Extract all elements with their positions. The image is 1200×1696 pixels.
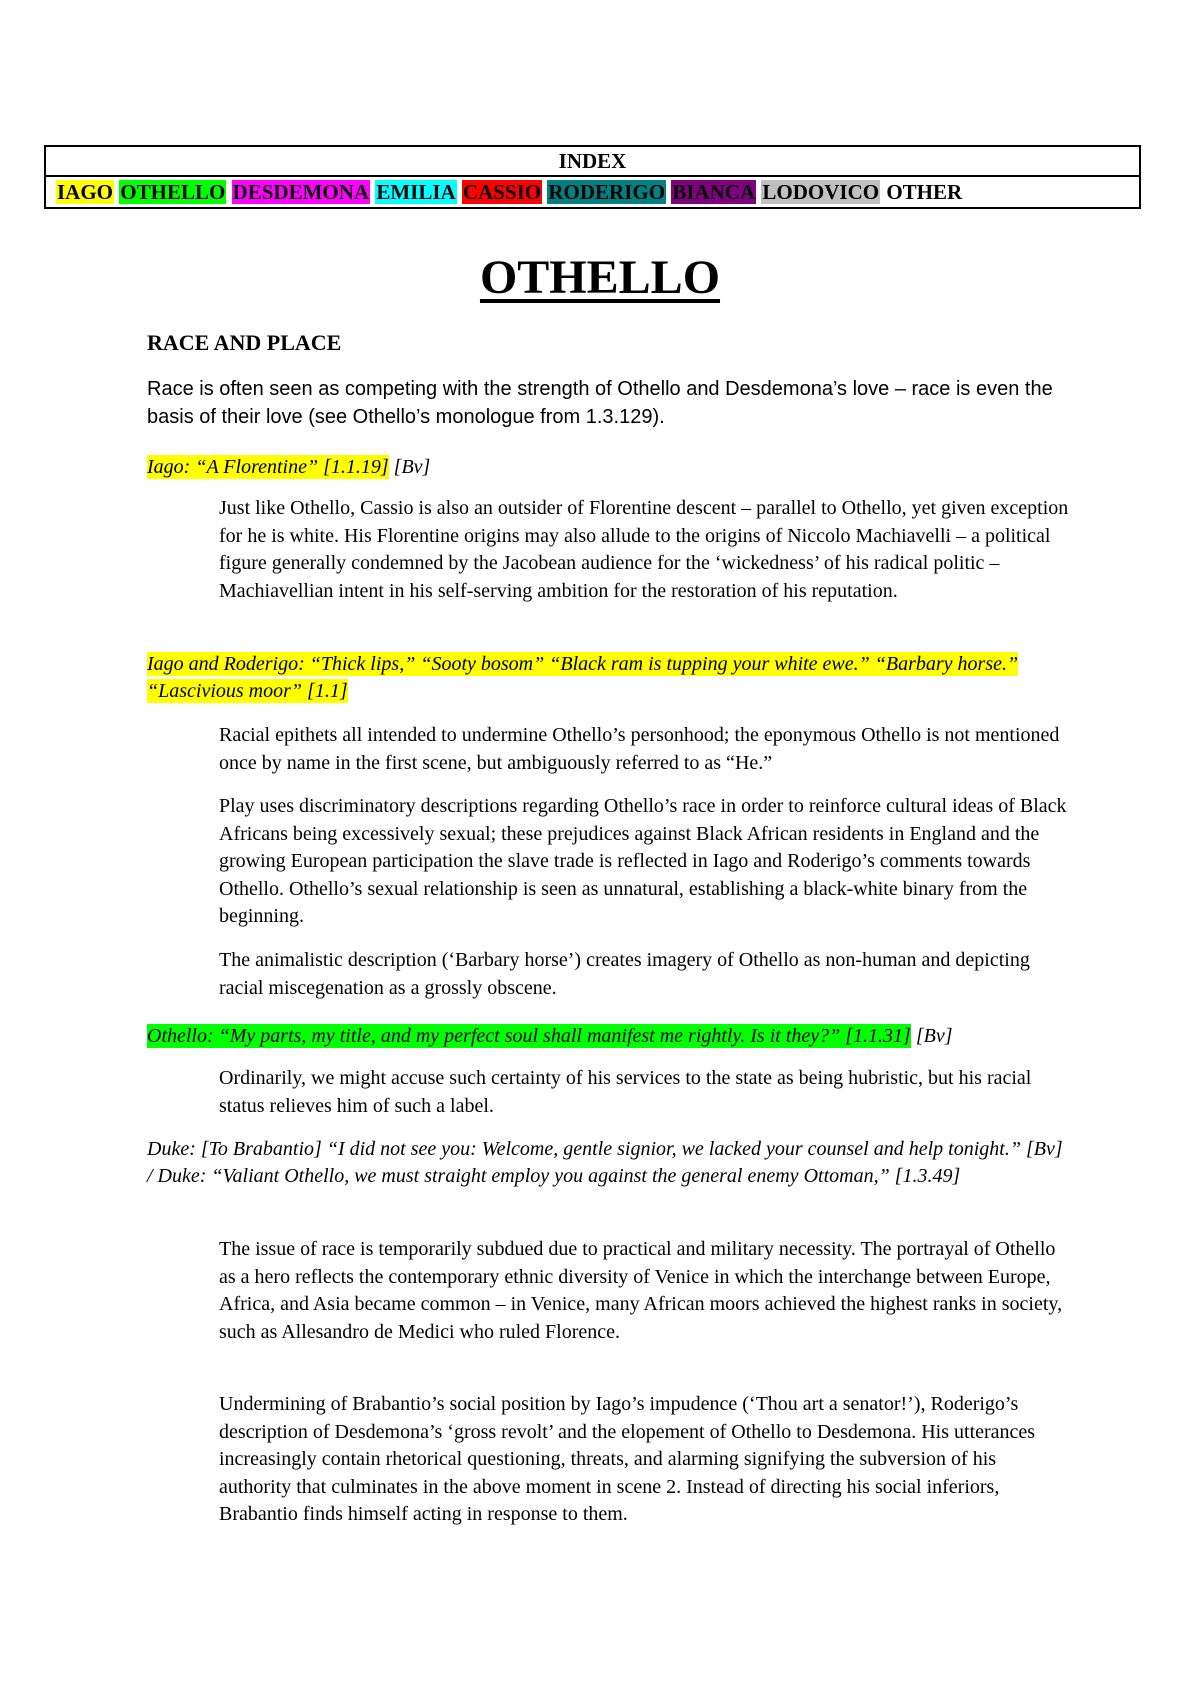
intro-paragraph: Race is often seen as competing with the strength of Othello and Desdemona’s love – race is even the basis of their love (see Othello’s monologue from 1.3.129). — [147, 378, 1053, 428]
quote-highlight: Iago and Roderigo: “Thick lips,” “Sooty bosom” “Black ram is tupping your white ewe.” “Barbary horse.” “Lascivious moor” [1.1] — [147, 653, 1019, 702]
index-chip-desdemona[interactable]: DESDEMONA — [232, 180, 370, 204]
index-table — [44, 145, 1141, 209]
quote-ref: [Bv] — [388, 456, 431, 478]
quote-highlight: Othello: “My parts, my title, and my perfect soul shall manifest me rightly. Is it they?” [1.1.31] — [147, 1025, 911, 1047]
index-chip-othello[interactable]: OTHELLO — [120, 180, 226, 204]
note-racial-epithets: Racial epithets all intended to undermine Othello’s personhood; the eponymous Othello is not mentioned once by name in the first scene, but ambiguously referred to as “He.” — [219, 724, 1060, 774]
note-cassio-florentine: Just like Othello, Cassio is also an outsider of Florentine descent – parallel to Othello, yet given exception for he is white. His Florentine origins may also allude to the origins of Niccolo Machiavelli – a political figure generally condemned by the Jacobean audience for the ‘wickedness’ of his radical politic – Machiavellian intent in his self-serving ambition for the restoration of his reputation. — [219, 497, 1069, 602]
quote-iago-roderigo-epithets — [147, 651, 1067, 705]
index-chip-emilia[interactable]: EMILIA — [376, 180, 456, 204]
quote-duke: Duke: [To Brabantio] “I did not see you: Welcome, gentle signior, we lacked your counsel and help tonight.” [Bv] / Duke: “Valiant Othello, we must straight employ you against the general enemy Ottoman,” [1.3.49] — [147, 1138, 1063, 1187]
index-chip-roderigo[interactable]: RODERIGO — [548, 180, 666, 204]
quote-ref: [Bv] — [910, 1025, 953, 1047]
quote-iago-florentine — [147, 454, 1067, 481]
section-heading: RACE AND PLACE — [147, 330, 342, 355]
note-animalistic-description: The animalistic description (‘Barbary horse’) creates imagery of Othello as non-human and depicting racial miscegenation as a grossly obscene. — [219, 949, 1030, 999]
index-chip-iago[interactable]: IAGO — [57, 180, 114, 204]
document-title: OTHELLO — [479, 251, 721, 304]
index-heading: INDEX — [46, 147, 1139, 177]
note-hubristic: Ordinarily, we might accuse such certainty of his services to the state as being hubristic, but his racial status relieves him of such a label. — [219, 1067, 1032, 1117]
quote-othello-parts — [147, 1023, 1067, 1050]
index-chip-lodovico[interactable]: LODOVICO — [762, 180, 880, 204]
note-race-subdued: The issue of race is temporarily subdued due to practical and military necessity. The portrayal of Othello as a hero reflects the contemporary ethnic diversity of Venice in which the interchange between Europe, Africa, and Asia became common – in Venice, many African moors achieved the highest ranks in society, such as Allesandro de Medici who ruled Florence. — [219, 1238, 1063, 1343]
note-brabantio-position: Undermining of Brabantio’s social position by Iago’s impudence (‘Thou art a senator!’), Roderigo’s description of Desdemona’s ‘gross revolt’ and the elopement of Othello to Desdemona. His utterances increasingly contain rhetorical questioning, threats, and alarming signifying the subversion of his authority that culminates in the above moment in scene 2. Instead of directing his social inferiors, Brabantio finds himself acting in response to them. — [219, 1393, 1036, 1525]
note-discriminatory-descriptions: Play uses discriminatory descriptions regarding Othello’s race in order to reinforce cultural ideas of Black Africans being excessively sexual; these prejudices against Black African residents in England and the growing European participation the slave trade is reflected in Iago and Roderigo’s comments towards Othello. Othello’s sexual relationship is seen as unnatural, establishing a black-white binary from the beginning. — [219, 795, 1067, 927]
index-chip-cassio[interactable]: CASSIO — [462, 180, 542, 204]
index-chip-other[interactable]: OTHER — [886, 180, 963, 204]
index-chip-bianca[interactable]: BIANCA — [672, 180, 756, 204]
quote-highlight: Iago: “A Florentine” [1.1.19] — [147, 456, 389, 478]
index-chip-row — [46, 177, 1139, 207]
